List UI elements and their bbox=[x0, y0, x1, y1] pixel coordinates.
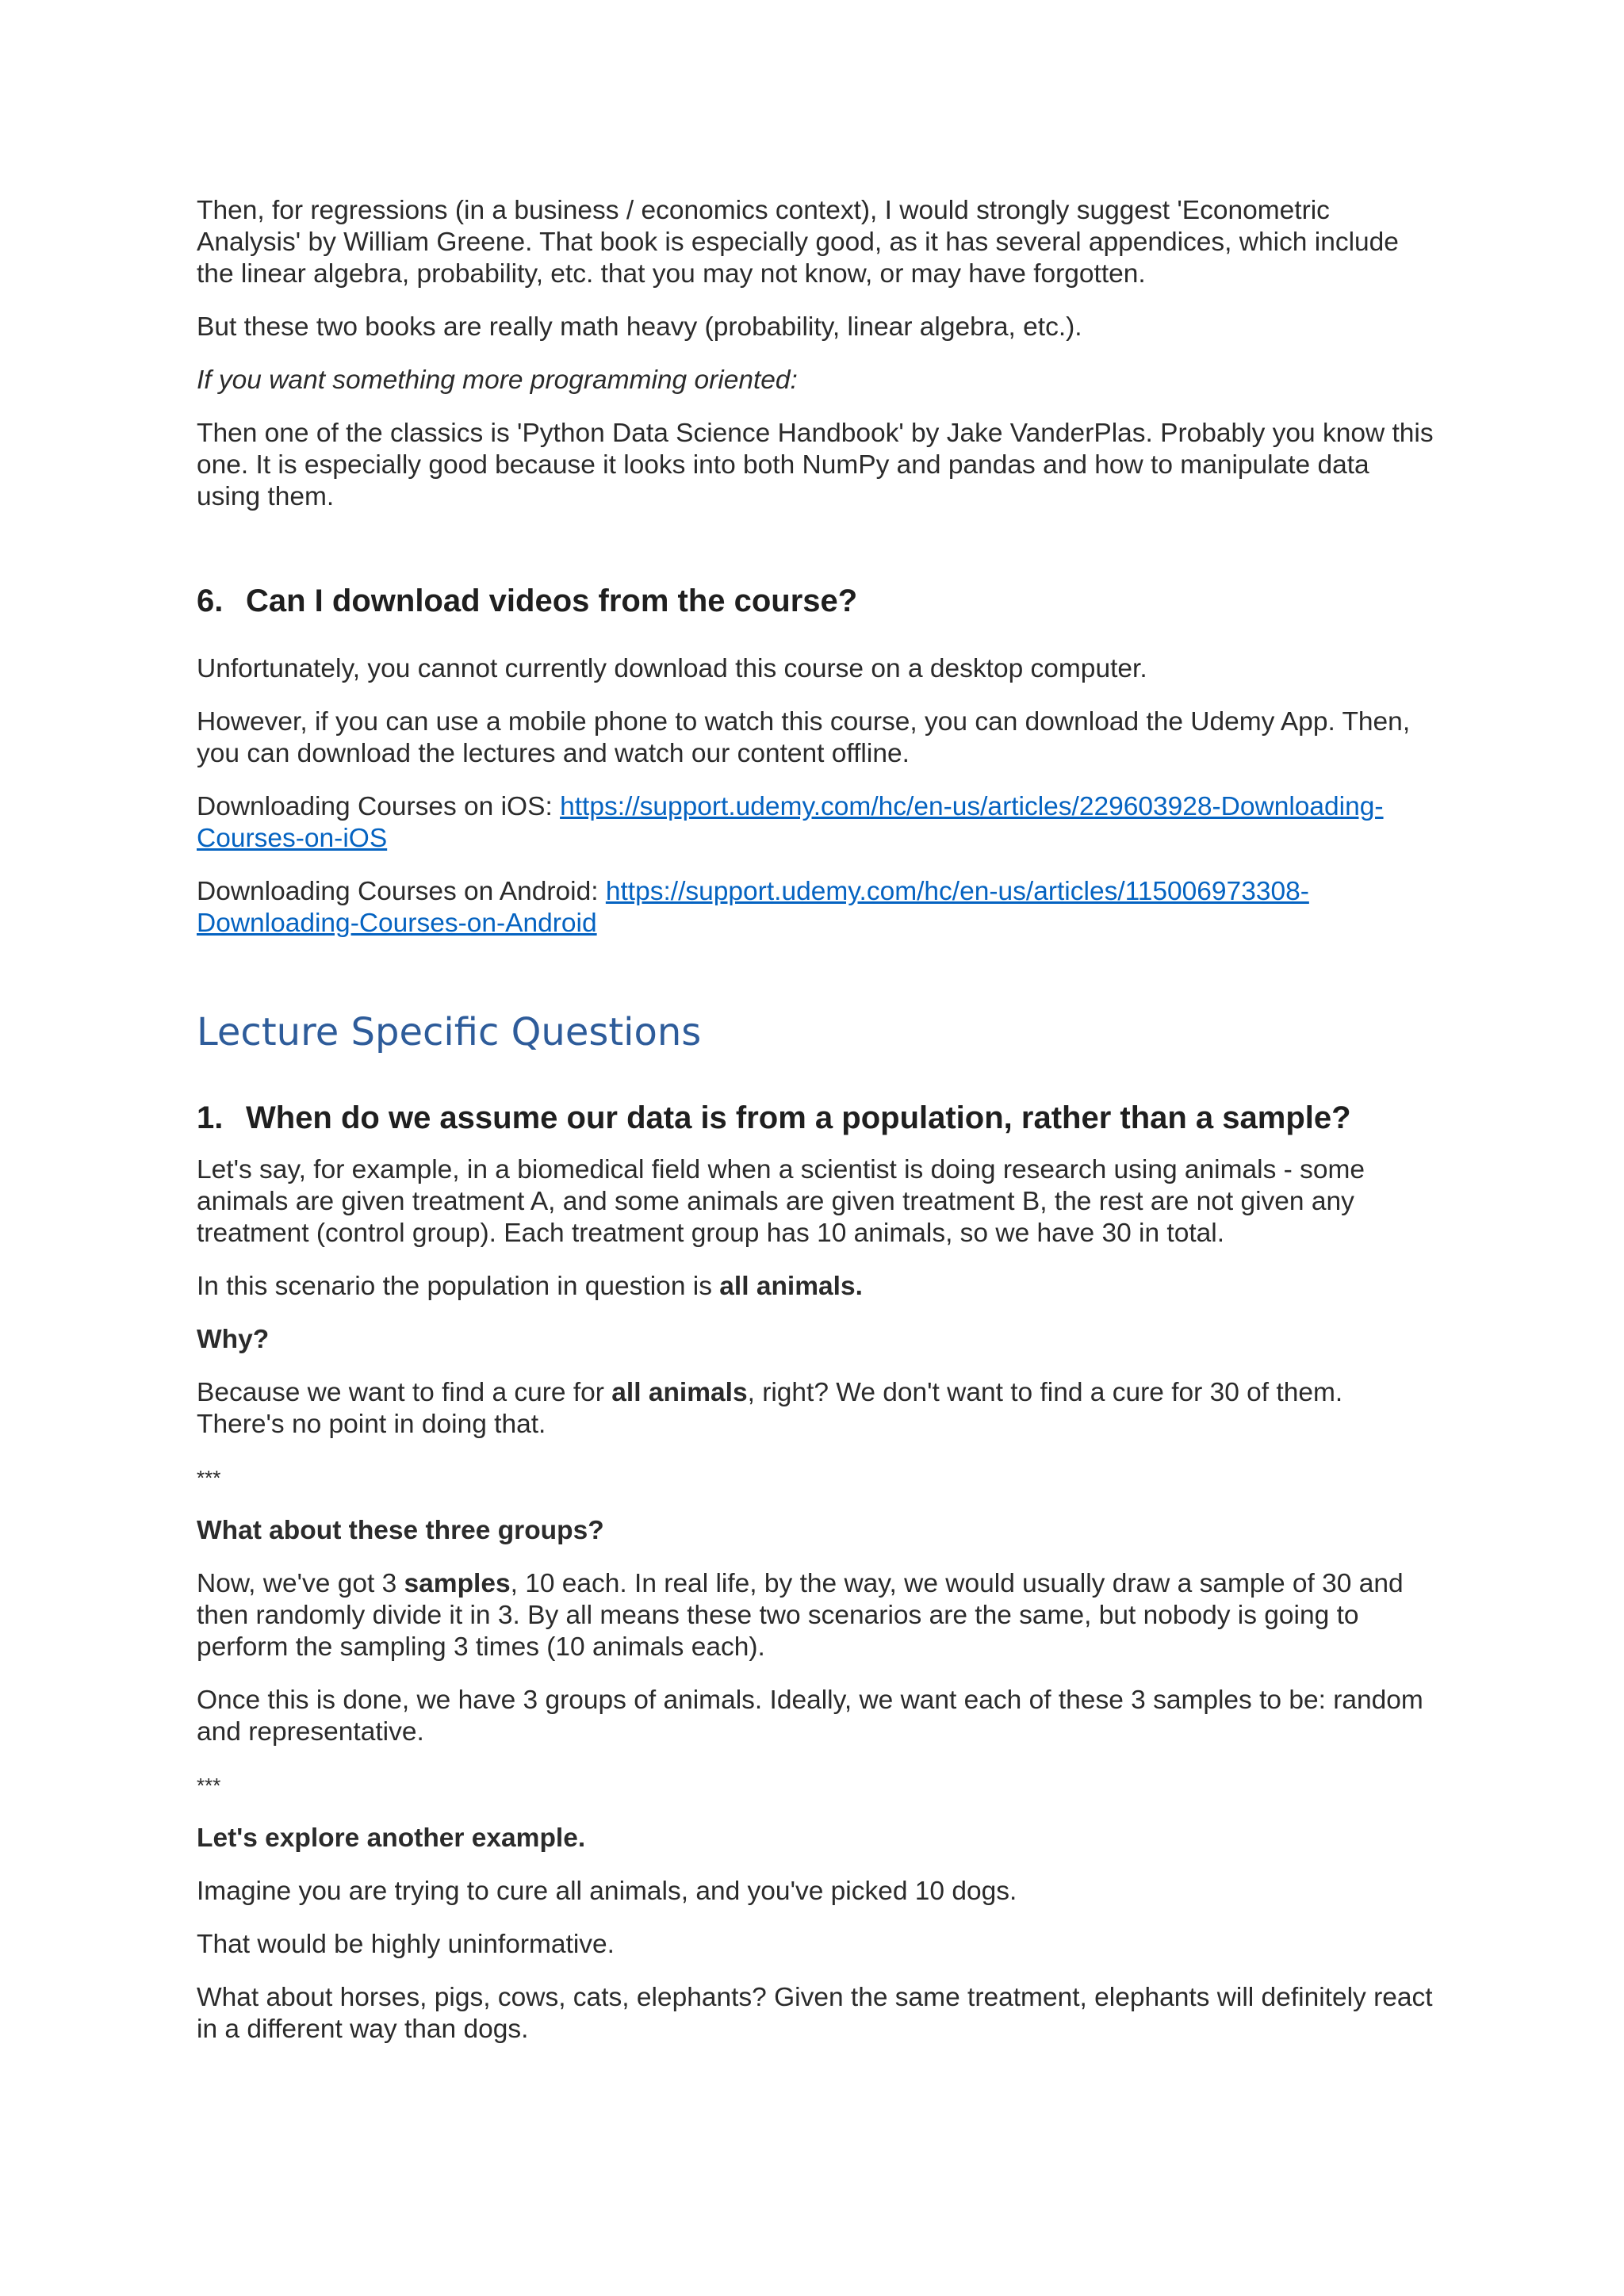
intro-paragraph-programming: If you want something more programming oriented: bbox=[197, 365, 798, 395]
q1-paragraph-samples: Now, we've got 3 samples, 10 each. In real life, by the way, we would usually draw a sample of 30 and then randomly divide it in 3. By all means these two scenarios are the same, but nobody is going to perform the sampling 3 times (10 animals each). bbox=[197, 1569, 1404, 1662]
q6-paragraph-mobile: However, if you can use a mobile phone to watch this course, you can download the Udemy App. Then, you can download the lectures and watch our content offline. bbox=[197, 707, 1411, 768]
q1-paragraph-biomedical: Let's say, for example, in a biomedical field when a scientist is doing research using animals - some animals are given treatment A, and some animals are given treatment B, the rest are not given any treatment (control group). Each treatment group has 10 animals, so we have 30 in total. bbox=[197, 1155, 1365, 1248]
separator-stars: *** bbox=[197, 1466, 221, 1490]
ios-label: Downloading Courses on iOS: bbox=[197, 792, 561, 821]
q1-example-heading: Let's explore another example. bbox=[197, 1823, 586, 1853]
intro-paragraph-python-handbook: Then one of the classics is 'Python Data Science Handbook' by Jake VanderPlas. Probably you know this one. It is especially good because it looks into both NumPy and pandas and how to manipulate data using them. bbox=[197, 419, 1434, 511]
separator-stars: *** bbox=[197, 1774, 221, 1797]
q1-paragraph-population: In this scenario the population in question is all animals. bbox=[197, 1272, 863, 1301]
android-label: Downloading Courses on Android: bbox=[197, 877, 606, 906]
q1-paragraph-elephants: What about horses, pigs, cows, cats, elephants? Given the same treatment, elephants will definitely react in a different way than dogs. bbox=[197, 1983, 1433, 2044]
question-title: When do we assume our data is from a population, rather than a sample? bbox=[246, 1100, 1351, 1135]
question-number: 6. bbox=[197, 584, 224, 618]
q1-groups-heading: What about these three groups? bbox=[197, 1516, 604, 1545]
q6-ios-line bbox=[197, 791, 1434, 855]
q1-paragraph-uninformative: That would be highly uninformative. bbox=[197, 1930, 615, 1959]
document-page bbox=[197, 195, 1434, 2067]
q1-paragraph-random: Once this is done, we have 3 groups of animals. Ideally, we want each of these 3 samples to be: random and representative. bbox=[197, 1686, 1423, 1747]
q1-why-heading: Why? bbox=[197, 1325, 270, 1354]
intro-paragraph-math-heavy: But these two books are really math heavy (probability, linear algebra, etc.). bbox=[197, 312, 1082, 342]
q1-paragraph-cure: Because we want to find a cure for all animals, right? We don't want to find a cure for 30 of them. There's no point in doing that. bbox=[197, 1378, 1343, 1439]
question-title: Can I download videos from the course? bbox=[246, 584, 858, 618]
question-6-heading bbox=[197, 582, 1434, 620]
intro-paragraph-econometric: Then, for regressions (in a business / economics context), I would strongly suggest 'Econometric Analysis' by William Greene. That book is especially good, as it has several appendices, which include the linear algebra, probability, etc. that you may not know, or may have forgotten. bbox=[197, 196, 1399, 289]
question-1-heading bbox=[197, 1099, 1434, 1137]
q6-android-line bbox=[197, 876, 1434, 939]
question-number: 1. bbox=[197, 1100, 224, 1135]
ios-download-link[interactable]: https://support.udemy.com/hc/en-us/articles/229603928-Downloading- Courses-on-iOS bbox=[197, 792, 1384, 853]
q1-paragraph-dogs: Imagine you are trying to cure all animals, and you've picked 10 dogs. bbox=[197, 1877, 1017, 1906]
q6-paragraph-desktop: Unfortunately, you cannot currently download this course on a desktop computer. bbox=[197, 654, 1147, 683]
section-heading: Lecture Specific Questions bbox=[197, 1010, 702, 1054]
android-download-link[interactable]: https://support.udemy.com/hc/en-us/articles/115006973308- Downloading-Courses-on-Android bbox=[197, 877, 1309, 938]
